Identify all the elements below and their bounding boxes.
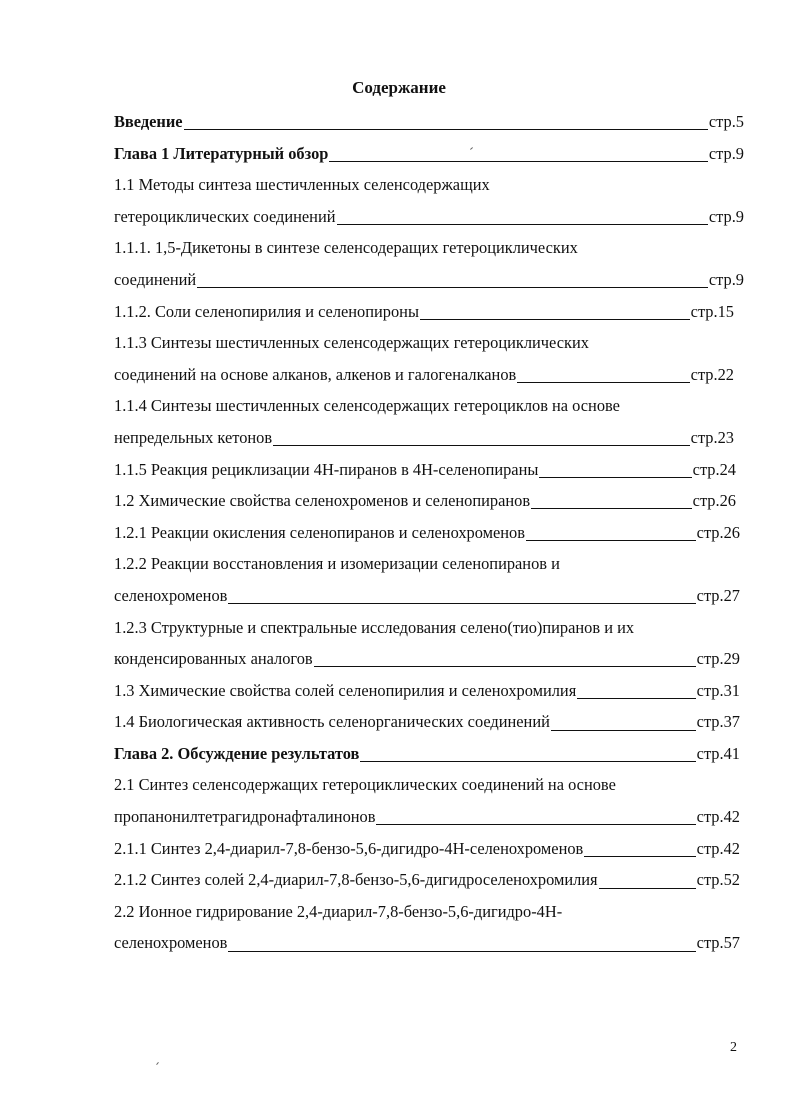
toc-entry-1-1-5: [114, 454, 736, 486]
toc-entry-2-1: [114, 769, 744, 801]
toc-entry-page: стр.52: [696, 870, 740, 890]
toc-entry-1-1-3-cont: [114, 359, 734, 391]
table-of-contents: [114, 106, 744, 959]
page-number: 2: [730, 1040, 737, 1055]
dot-leader: [599, 888, 696, 889]
toc-entry-text: соединений на основе алканов, алкенов и галогеналканов: [114, 364, 517, 384]
toc-entry-page: стр.23: [690, 427, 734, 447]
dot-leader: [314, 666, 696, 667]
toc-entry-chapter-1: [114, 138, 744, 170]
toc-entry-text: непредельных кетонов: [114, 427, 273, 447]
toc-entry-text: Глава 2. Обсуждение результатов: [114, 743, 360, 763]
toc-entry-text: селенохроменов: [114, 933, 228, 953]
toc-entry-1-1-3: [114, 327, 744, 359]
toc-entry-1-1-2: [114, 296, 734, 328]
dot-leader: [517, 382, 689, 383]
dot-leader: [228, 603, 695, 604]
toc-entry-text: соединений: [114, 269, 197, 289]
dot-leader: [197, 287, 708, 288]
toc-entry-page: стр.42: [696, 807, 740, 827]
toc-entry-2-2-cont: [114, 927, 740, 959]
dot-leader: [376, 824, 695, 825]
toc-entry-page: стр.41: [696, 743, 740, 763]
toc-entry-text: 1.1.4 Синтезы шестичленных селенсодержащих гетероциклов на основе: [114, 396, 620, 416]
toc-entry-1-2-2: [114, 548, 744, 580]
toc-entry-page: стр.9: [708, 143, 744, 163]
toc-entry-text: 2.2 Ионное гидрирование 2,4-диарил-7,8-бензо-5,6-дигидро-4Н-: [114, 901, 563, 921]
toc-entry-page: стр.9: [708, 206, 744, 226]
dot-leader: [584, 856, 695, 857]
toc-entry-page: стр.27: [696, 585, 740, 605]
toc-entry-page: стр.31: [696, 680, 740, 700]
toc-entry-chapter-2: [114, 738, 740, 770]
toc-entry-text: 1.3 Химические свойства солей селенопирилия и селенохромилия: [114, 680, 577, 700]
toc-entry-text: 1.4 Биологическая активность селенорганических соединений: [114, 712, 550, 732]
toc-entry-intro: [114, 106, 744, 138]
toc-entry-page: стр.57: [696, 933, 740, 953]
toc-entry-1-2-3: [114, 612, 744, 644]
toc-entry-page: стр.22: [690, 364, 734, 384]
toc-entry-2-1-2: [114, 864, 740, 896]
dot-leader: [360, 761, 695, 762]
toc-entry-text: 2.1.1 Синтез 2,4-диарил-7,8-бензо-5,6-дигидро-4Н-селенохроменов: [114, 838, 584, 858]
toc-entry-text: гетероциклических соединений: [114, 206, 336, 226]
toc-entry-text: 1.1.3 Синтезы шестичленных селенсодержащих гетероциклических: [114, 333, 589, 353]
toc-entry-page: стр.29: [696, 649, 740, 669]
toc-entry-2-2: [114, 896, 744, 928]
dot-leader: [329, 161, 707, 162]
dot-leader: [577, 698, 695, 699]
dot-leader: [228, 951, 695, 952]
toc-entry-1-1-1-cont: [114, 264, 744, 296]
toc-entry-page: стр.26: [692, 491, 736, 511]
dot-leader: [420, 319, 690, 320]
dot-leader: [184, 129, 708, 130]
toc-entry-page: стр.9: [708, 269, 744, 289]
toc-entry-text: 1.2.1 Реакции окисления селенопиранов и селенохроменов: [114, 522, 525, 542]
dot-leader: [539, 477, 691, 478]
toc-entry-1-2-1: [114, 517, 740, 549]
toc-entry-1-1: [114, 169, 744, 201]
toc-entry-text: Глава 1 Литературный обзор: [114, 143, 329, 163]
toc-entry-1-2: [114, 485, 736, 517]
toc-entry-page: стр.42: [696, 838, 740, 858]
toc-entry-1-2-2-cont: [114, 580, 740, 612]
toc-entry-page: стр.5: [708, 112, 744, 131]
toc-entry-text: конденсированных аналогов: [114, 649, 313, 669]
toc-entry-text: 1.2 Химические свойства селенохроменов и селенопиранов: [114, 491, 531, 511]
toc-entry-text: 1.1 Методы синтеза шестичленных селенсодержащих: [114, 175, 490, 195]
toc-entry-text: пропанонилтетрагидронафталинонов: [114, 807, 376, 827]
toc-entry-2-1-cont: [114, 801, 740, 833]
toc-entry-text: 2.1 Синтез селенсодержащих гетероциклических соединений на основе: [114, 775, 616, 795]
toc-entry-1-1-cont: [114, 201, 744, 233]
toc-entry-text: 1.1.1. 1,5-Дикетоны в синтезе селенсодеращих гетероциклических: [114, 238, 578, 258]
toc-entry-text: 1.2.2 Реакции восстановления и изомеризации селенопиранов и: [114, 554, 560, 574]
dot-leader: [337, 224, 708, 225]
toc-entry-1-1-4-cont: [114, 422, 734, 454]
toc-entry-text: 1.1.5 Реакция рециклизации 4Н-пиранов в 4Н-селенопираны: [114, 459, 539, 479]
toc-entry-page: стр.26: [696, 522, 740, 542]
toc-entry-text: 1.1.2. Соли селенопирилия и селенопироны: [114, 301, 419, 321]
toc-entry-1-2-3-cont: [114, 643, 740, 675]
toc-entry-text: 2.1.2 Синтез солей 2,4-диарил-7,8-бензо-5,6-дигидроселенохромилия: [114, 870, 598, 890]
toc-entry-text: селенохроменов: [114, 585, 228, 605]
toc-entry-1-3: [114, 675, 740, 707]
toc-entry-2-1-1: [114, 833, 740, 865]
toc-entry-1-1-4: [114, 390, 744, 422]
toc-entry-page: стр.15: [690, 301, 734, 321]
toc-entry-page: стр.24: [692, 459, 736, 479]
dot-leader: [531, 508, 692, 509]
toc-entry-page: стр.37: [696, 712, 740, 732]
scan-speck: [156, 1062, 159, 1065]
dot-leader: [551, 730, 696, 731]
toc-entry-1-1-1: [114, 232, 744, 264]
dot-leader: [273, 445, 690, 446]
dot-leader: [526, 540, 696, 541]
page-title: Содержание: [352, 78, 446, 97]
toc-entry-text: 1.2.3 Структурные и спектральные исследования селено(тио)пиранов и их: [114, 617, 635, 637]
toc-entry-1-4: [114, 706, 740, 738]
toc-entry-text: Введение: [114, 112, 183, 131]
